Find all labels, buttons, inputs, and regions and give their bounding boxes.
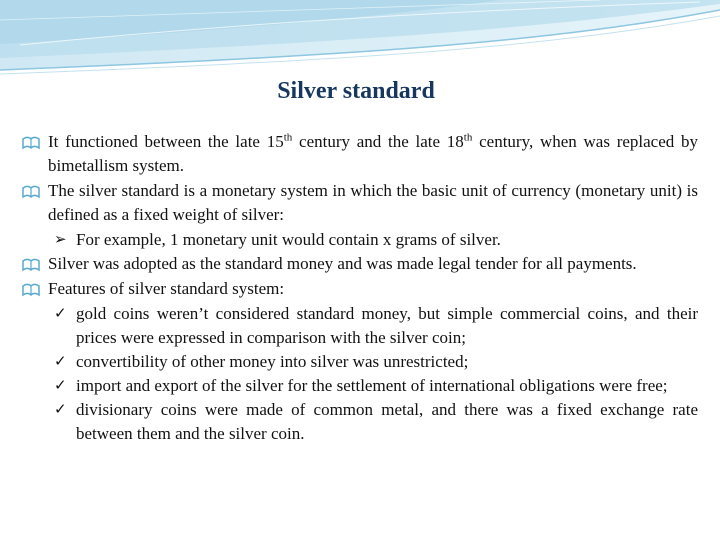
sub-bullet-item	[22, 350, 698, 374]
bullet-text: Silver was adopted as the standard money and was made legal tender for all payments.	[48, 254, 637, 273]
bullet-text: Features of silver standard system:	[48, 279, 285, 298]
book-bullet-icon	[22, 283, 40, 297]
sub-bullet-text: divisionary coins were made of common metal, and there was a fixed exchange rate between them and the silver coin.	[76, 400, 698, 443]
arrow-bullet-icon: ➢	[54, 232, 67, 248]
superscript: th	[283, 131, 293, 144]
slide-content	[22, 130, 698, 446]
bullet-text: century and the late 18	[292, 132, 464, 151]
sub-bullet-item	[22, 374, 698, 398]
sub-bullet-text: gold coins weren’t considered standard money, but simple commercial coins, and their prices were expressed in comparison with the silver coin;	[76, 304, 698, 347]
sub-bullet-item	[22, 228, 698, 252]
sub-bullet-text: import and export of the silver for the settlement of international obligations were free;	[76, 376, 668, 395]
bullet-item	[22, 252, 698, 276]
sub-bullet-item	[22, 398, 698, 446]
sub-bullet-text: For example, 1 monetary unit would contain x grams of silver.	[76, 230, 501, 249]
slide-title: Silver standard	[277, 78, 435, 104]
sub-bullet-text: convertibility of other money into silver was unrestricted;	[76, 352, 469, 371]
book-bullet-icon	[22, 258, 40, 272]
checkmark-bullet-icon: ✓	[54, 378, 67, 394]
book-bullet-icon	[22, 136, 40, 150]
bullet-text: The silver standard is a monetary system in which the basic unit of currency (monetary unit) is defined as a fixed weight of silver:	[48, 181, 698, 224]
checkmark-bullet-icon: ✓	[54, 354, 67, 370]
book-bullet-icon	[22, 185, 40, 199]
checkmark-bullet-icon: ✓	[54, 306, 67, 322]
bullet-text: century, when was replaced by bimetallism system.	[48, 132, 698, 175]
bullet-item	[22, 277, 698, 301]
bullet-item	[22, 130, 698, 178]
superscript: th	[463, 131, 473, 144]
checkmark-bullet-icon: ✓	[54, 402, 67, 418]
sub-bullet-item	[22, 302, 698, 350]
bullet-item	[22, 179, 698, 227]
bullet-text: It functioned between the late 15	[48, 132, 284, 151]
